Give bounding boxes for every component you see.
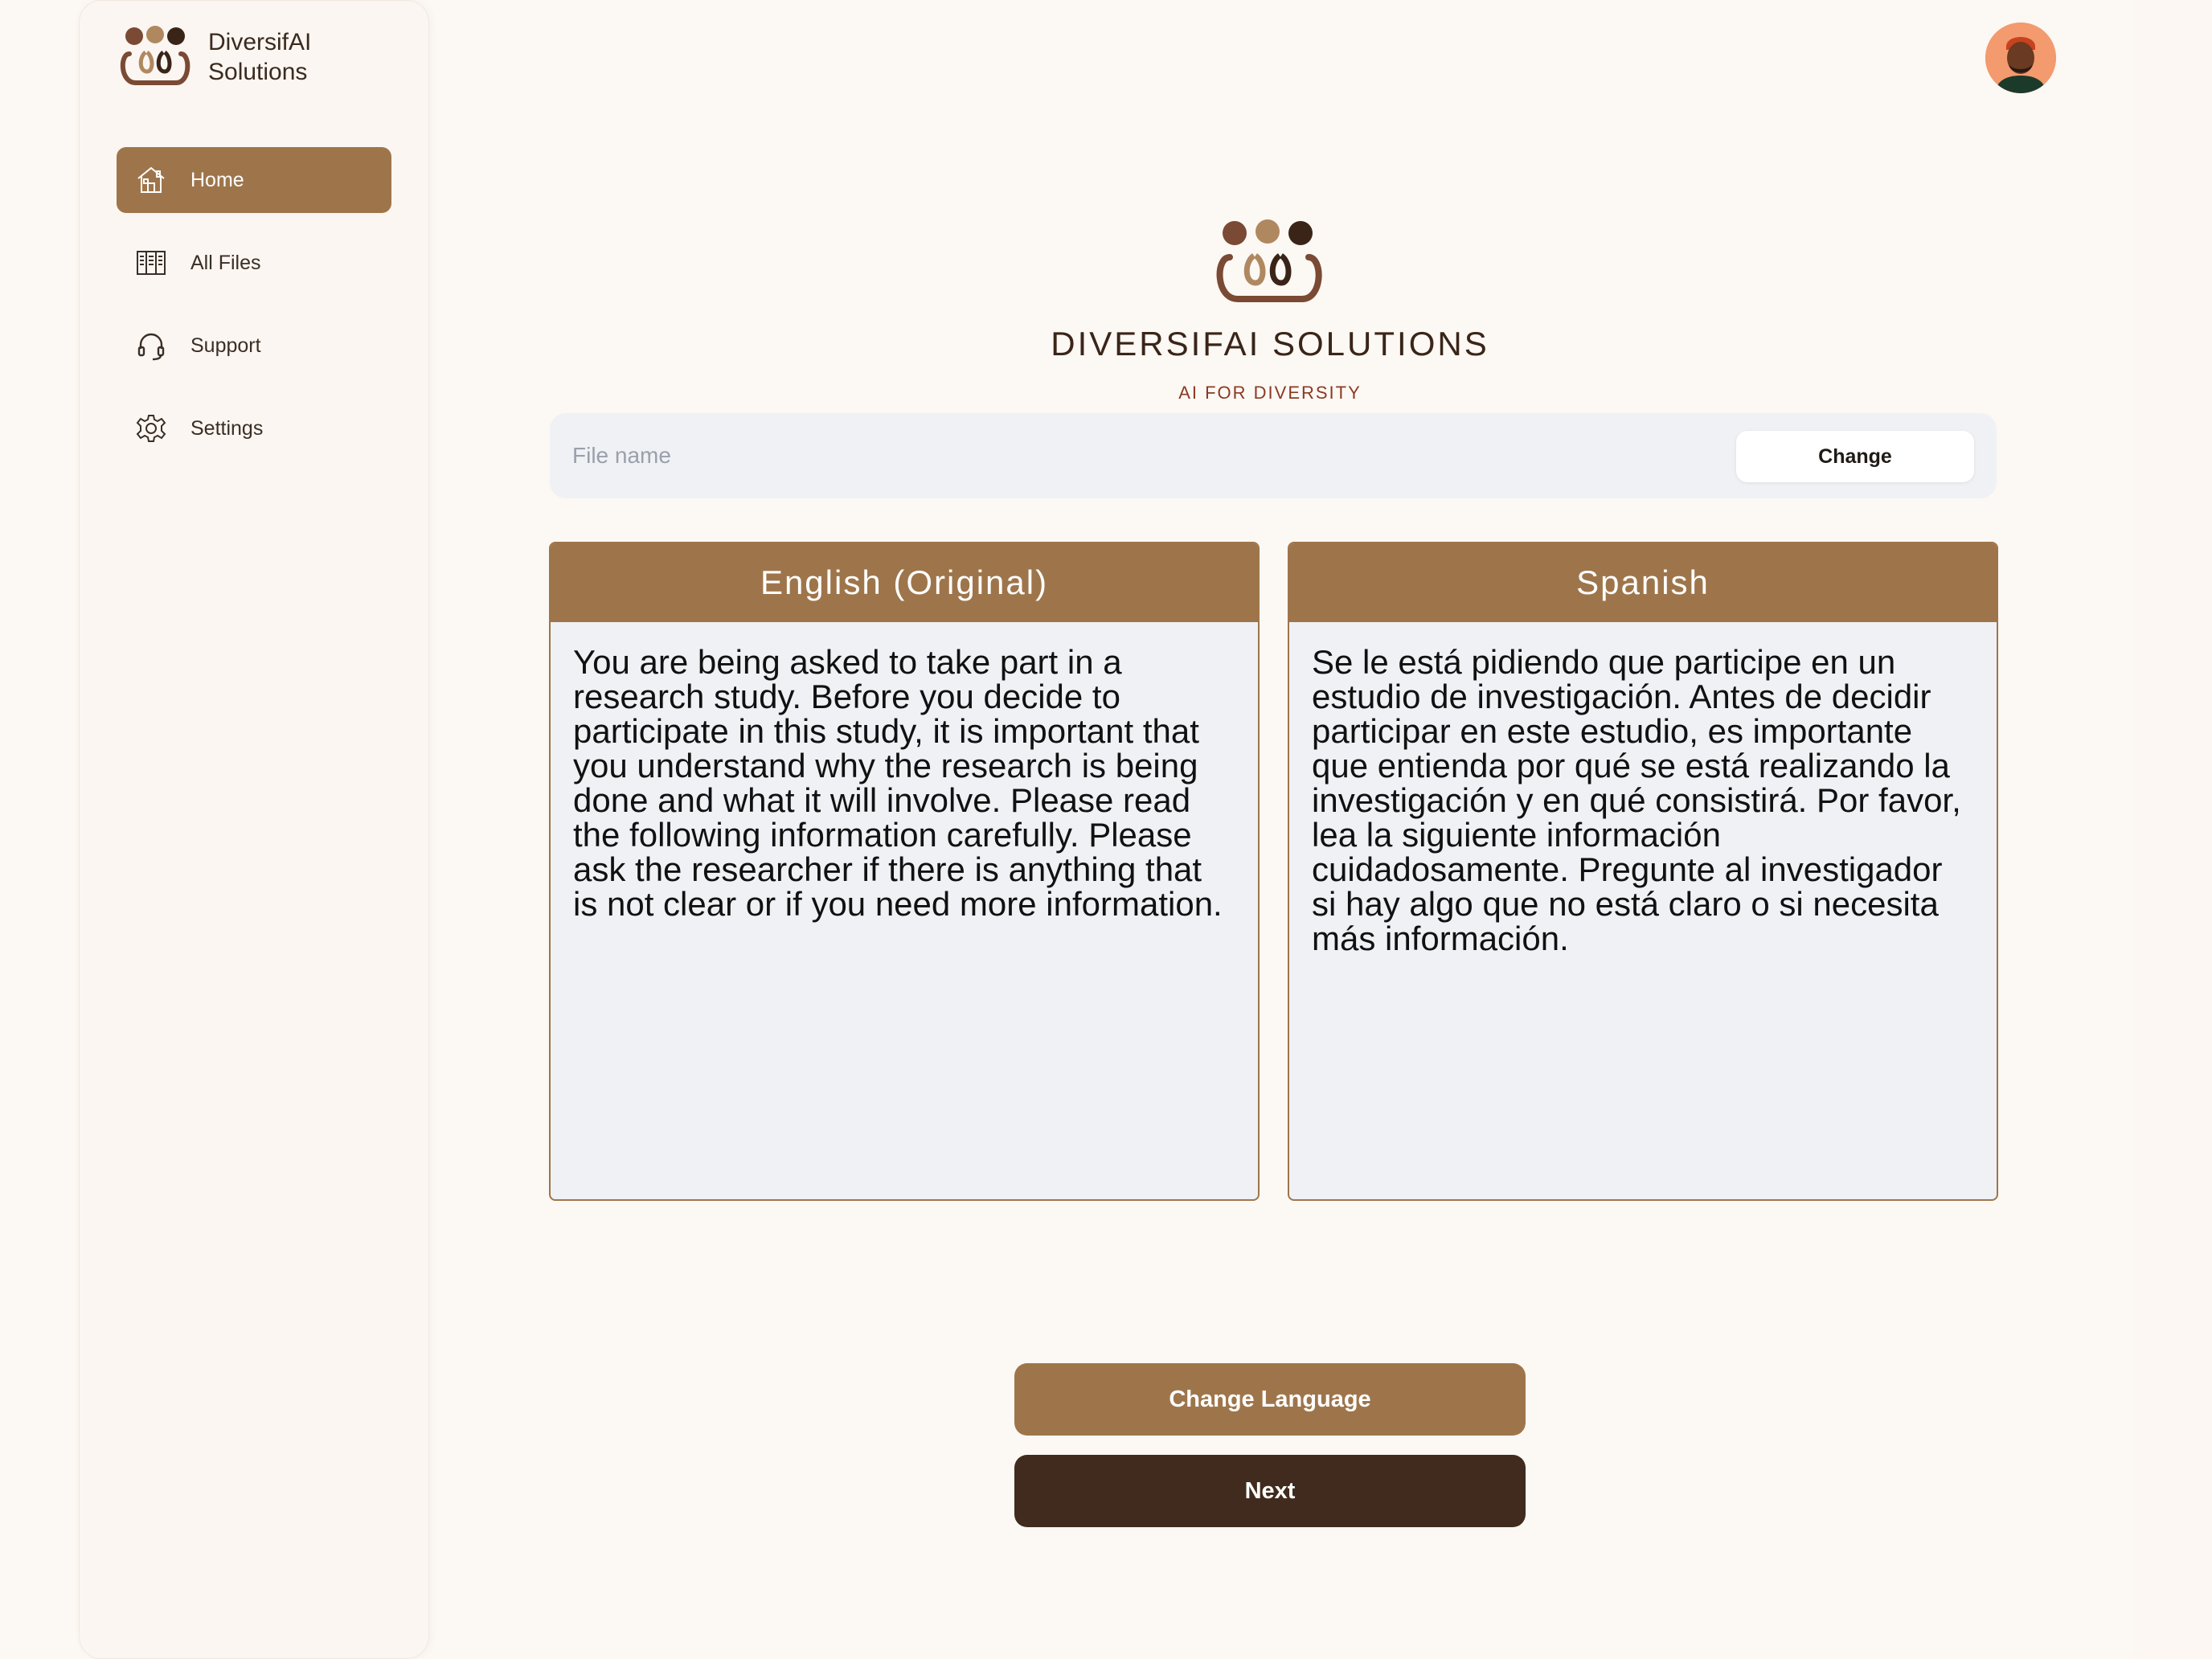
original-panel-title: English (Original) xyxy=(551,543,1258,622)
sidebar-item-home[interactable] xyxy=(117,147,391,213)
sidebar-item-label: Home xyxy=(190,168,244,191)
brand-name: DiversifAI Solutions xyxy=(208,29,312,85)
sidebar-item-label: All Files xyxy=(190,251,261,274)
sidebar xyxy=(79,0,429,1659)
user-avatar-icon xyxy=(1985,23,2056,93)
original-text[interactable]: You are being asked to take part in a research study. Before you decide to participate in this study, it is important that you understand why the research is being done and what it will involve. Please read the following information carefully. Please ask the researcher if there is anything that is not clear or if you need more information. xyxy=(573,643,1223,923)
translated-text[interactable]: Se le está pidiendo que participe en un estudio de investigación. Antes de decidir participar en este estudio, es importante que entienda por qué se está realizando la investigación y en qué consistirá. Por favor, lea la siguiente información cuidadosamente. Pregunte al investigador si hay algo que no está claro o si necesita más información. xyxy=(1312,643,1961,957)
file-bar xyxy=(550,413,1997,498)
headset-icon xyxy=(134,329,168,363)
center-logo-icon xyxy=(1214,219,1325,307)
sidebar-item-support[interactable] xyxy=(117,313,391,379)
sidebar-nav xyxy=(117,147,391,478)
right-edge xyxy=(2133,0,2212,1659)
files-icon xyxy=(134,246,168,280)
gear-icon xyxy=(134,412,168,445)
change-file-button[interactable]: Change xyxy=(1736,431,1974,482)
translated-text-panel xyxy=(1288,542,1998,1201)
original-text-panel xyxy=(549,542,1260,1201)
translated-panel-title: Spanish xyxy=(1289,543,1997,622)
brand[interactable] xyxy=(118,25,311,89)
sidebar-item-settings[interactable] xyxy=(117,395,391,461)
change-language-button[interactable]: Change Language xyxy=(1014,1363,1526,1436)
sidebar-item-all-files[interactable] xyxy=(117,230,391,296)
sidebar-item-label: Support xyxy=(190,334,261,357)
page-title: DIVERSIFAI SOLUTIONS xyxy=(1051,325,1489,363)
avatar[interactable] xyxy=(1985,23,2056,93)
home-icon xyxy=(134,163,168,197)
brand-logo-icon xyxy=(118,25,192,89)
next-button[interactable]: Next xyxy=(1014,1455,1526,1527)
page-subtitle: AI FOR DIVERSITY xyxy=(1178,383,1362,403)
sidebar-item-label: Settings xyxy=(190,416,264,440)
file-name-input[interactable] xyxy=(572,437,1456,474)
